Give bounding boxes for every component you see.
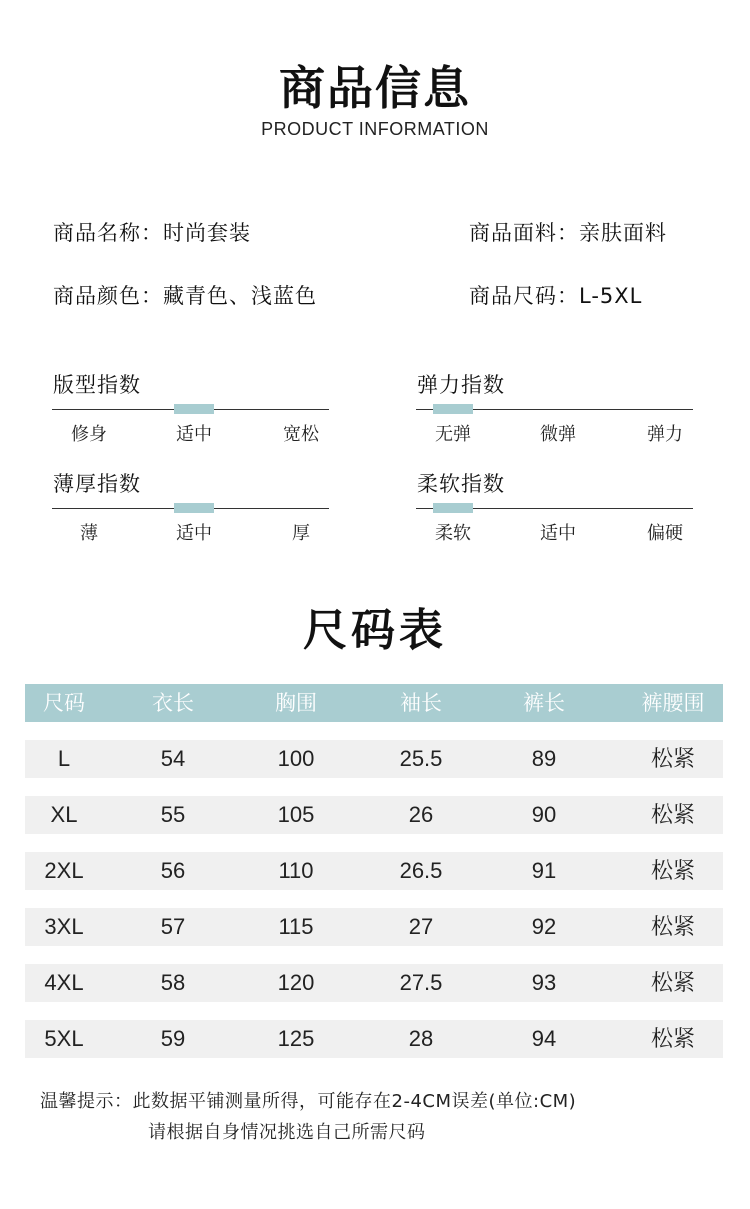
table-header-cell: 裤腰围 bbox=[641, 691, 705, 715]
page-title: 商品信息 bbox=[279, 61, 471, 115]
thickness-index-label: 厚 bbox=[292, 523, 310, 544]
table-cell: 4XL bbox=[44, 970, 84, 995]
table-cell: 2XL bbox=[44, 858, 84, 883]
table-cell: 90 bbox=[531, 802, 557, 827]
table-cell: 5XL bbox=[44, 1026, 84, 1051]
thickness-index-selected-marker bbox=[174, 503, 214, 513]
table-cell: 松紧 bbox=[650, 746, 695, 771]
table-cell: 28 bbox=[408, 1026, 434, 1051]
table-cell: 94 bbox=[531, 1026, 557, 1051]
table-cell: 26.5 bbox=[399, 858, 443, 883]
table-header-cell: 衣长 bbox=[152, 691, 194, 715]
table-cell: 110 bbox=[278, 858, 314, 883]
table-cell: 125 bbox=[277, 1026, 315, 1051]
table-cell: 27 bbox=[408, 914, 434, 939]
table-cell: 56 bbox=[160, 858, 186, 883]
table-row bbox=[25, 852, 723, 890]
table-cell: 27.5 bbox=[399, 970, 443, 995]
table-cell: XL bbox=[50, 802, 78, 827]
table-header-cell: 尺码 bbox=[43, 691, 85, 715]
table-row bbox=[25, 964, 723, 1002]
product-fabric-label: 商品面料： bbox=[469, 221, 579, 245]
note-line-2: 请根据自身情况挑选自己所需尺码 bbox=[148, 1122, 426, 1143]
table-cell: 松紧 bbox=[650, 802, 695, 827]
table-cell: 105 bbox=[277, 802, 315, 827]
table-cell: 91 bbox=[531, 858, 557, 883]
elasticity-index-label: 无弹 bbox=[435, 424, 471, 445]
product-color-label: 商品颜色： bbox=[53, 284, 163, 308]
product-size-label: 商品尺码： bbox=[469, 284, 579, 308]
table-cell: 57 bbox=[160, 914, 186, 939]
table-cell: 松紧 bbox=[650, 914, 695, 939]
table-row bbox=[25, 1020, 723, 1058]
elasticity-index-title: 弹力指数 bbox=[417, 373, 505, 397]
table-cell: 25.5 bbox=[399, 746, 443, 771]
table-cell: 120 bbox=[277, 970, 315, 995]
table-header-cell: 裤长 bbox=[523, 691, 565, 715]
table-cell: 100 bbox=[277, 746, 315, 771]
product-color bbox=[53, 280, 317, 310]
page-subtitle: PRODUCT INFORMATION bbox=[261, 119, 489, 139]
elasticity-index-label: 弹力 bbox=[647, 424, 683, 445]
table-cell: 松紧 bbox=[650, 858, 695, 883]
table-cell: 93 bbox=[531, 970, 557, 995]
thickness-index-title: 薄厚指数 bbox=[53, 472, 141, 496]
table-cell: 54 bbox=[160, 746, 186, 771]
table-cell: 松紧 bbox=[650, 970, 695, 995]
product-fabric bbox=[469, 217, 667, 247]
table-cell: 59 bbox=[160, 1026, 186, 1051]
thickness-index-label: 适中 bbox=[176, 523, 212, 544]
fit-index-label: 修身 bbox=[71, 424, 107, 445]
product-fabric-value: 亲肤面料 bbox=[579, 221, 667, 245]
note-line-1: 温馨提示：此数据平铺测量所得，可能存在2-4CM误差(单位:CM) bbox=[40, 1091, 577, 1112]
table-row bbox=[25, 796, 723, 834]
table-row bbox=[25, 908, 723, 946]
fit-index-label: 宽松 bbox=[283, 424, 319, 445]
table-cell: 115 bbox=[278, 914, 314, 939]
table-cell: 3XL bbox=[44, 914, 84, 939]
softness-index-selected-marker bbox=[433, 503, 473, 513]
table-cell: 92 bbox=[531, 914, 557, 939]
softness-index-title: 柔软指数 bbox=[417, 472, 505, 496]
table-cell: 55 bbox=[160, 802, 186, 827]
elasticity-index-label: 微弹 bbox=[540, 424, 576, 445]
table-cell: 26 bbox=[408, 802, 434, 827]
product-size-value: L-5XL bbox=[579, 284, 643, 308]
softness-index-label: 柔软 bbox=[435, 523, 471, 544]
fit-index-label: 适中 bbox=[176, 424, 212, 445]
elasticity-index-selected-marker bbox=[433, 404, 473, 414]
size-table-header bbox=[25, 684, 723, 722]
table-header-cell: 胸围 bbox=[275, 691, 317, 715]
table-cell: 58 bbox=[160, 970, 186, 995]
softness-index-label: 适中 bbox=[540, 523, 576, 544]
product-name bbox=[53, 217, 251, 247]
softness-index-label: 偏硬 bbox=[647, 523, 683, 544]
product-name-label: 商品名称： bbox=[53, 221, 163, 245]
product-name-value: 时尚套装 bbox=[163, 221, 251, 245]
table-row bbox=[25, 740, 723, 778]
fit-index-selected-marker bbox=[174, 404, 214, 414]
table-header-cell: 袖长 bbox=[400, 691, 442, 715]
thickness-index-label: 薄 bbox=[80, 523, 98, 544]
product-color-value: 藏青色、浅蓝色 bbox=[163, 284, 317, 308]
size-table-title: 尺码表 bbox=[303, 605, 447, 656]
product-size bbox=[469, 280, 642, 310]
table-cell: 松紧 bbox=[650, 1026, 695, 1051]
table-cell: 89 bbox=[531, 746, 557, 771]
fit-index-title: 版型指数 bbox=[53, 373, 141, 397]
table-cell: L bbox=[57, 746, 71, 771]
